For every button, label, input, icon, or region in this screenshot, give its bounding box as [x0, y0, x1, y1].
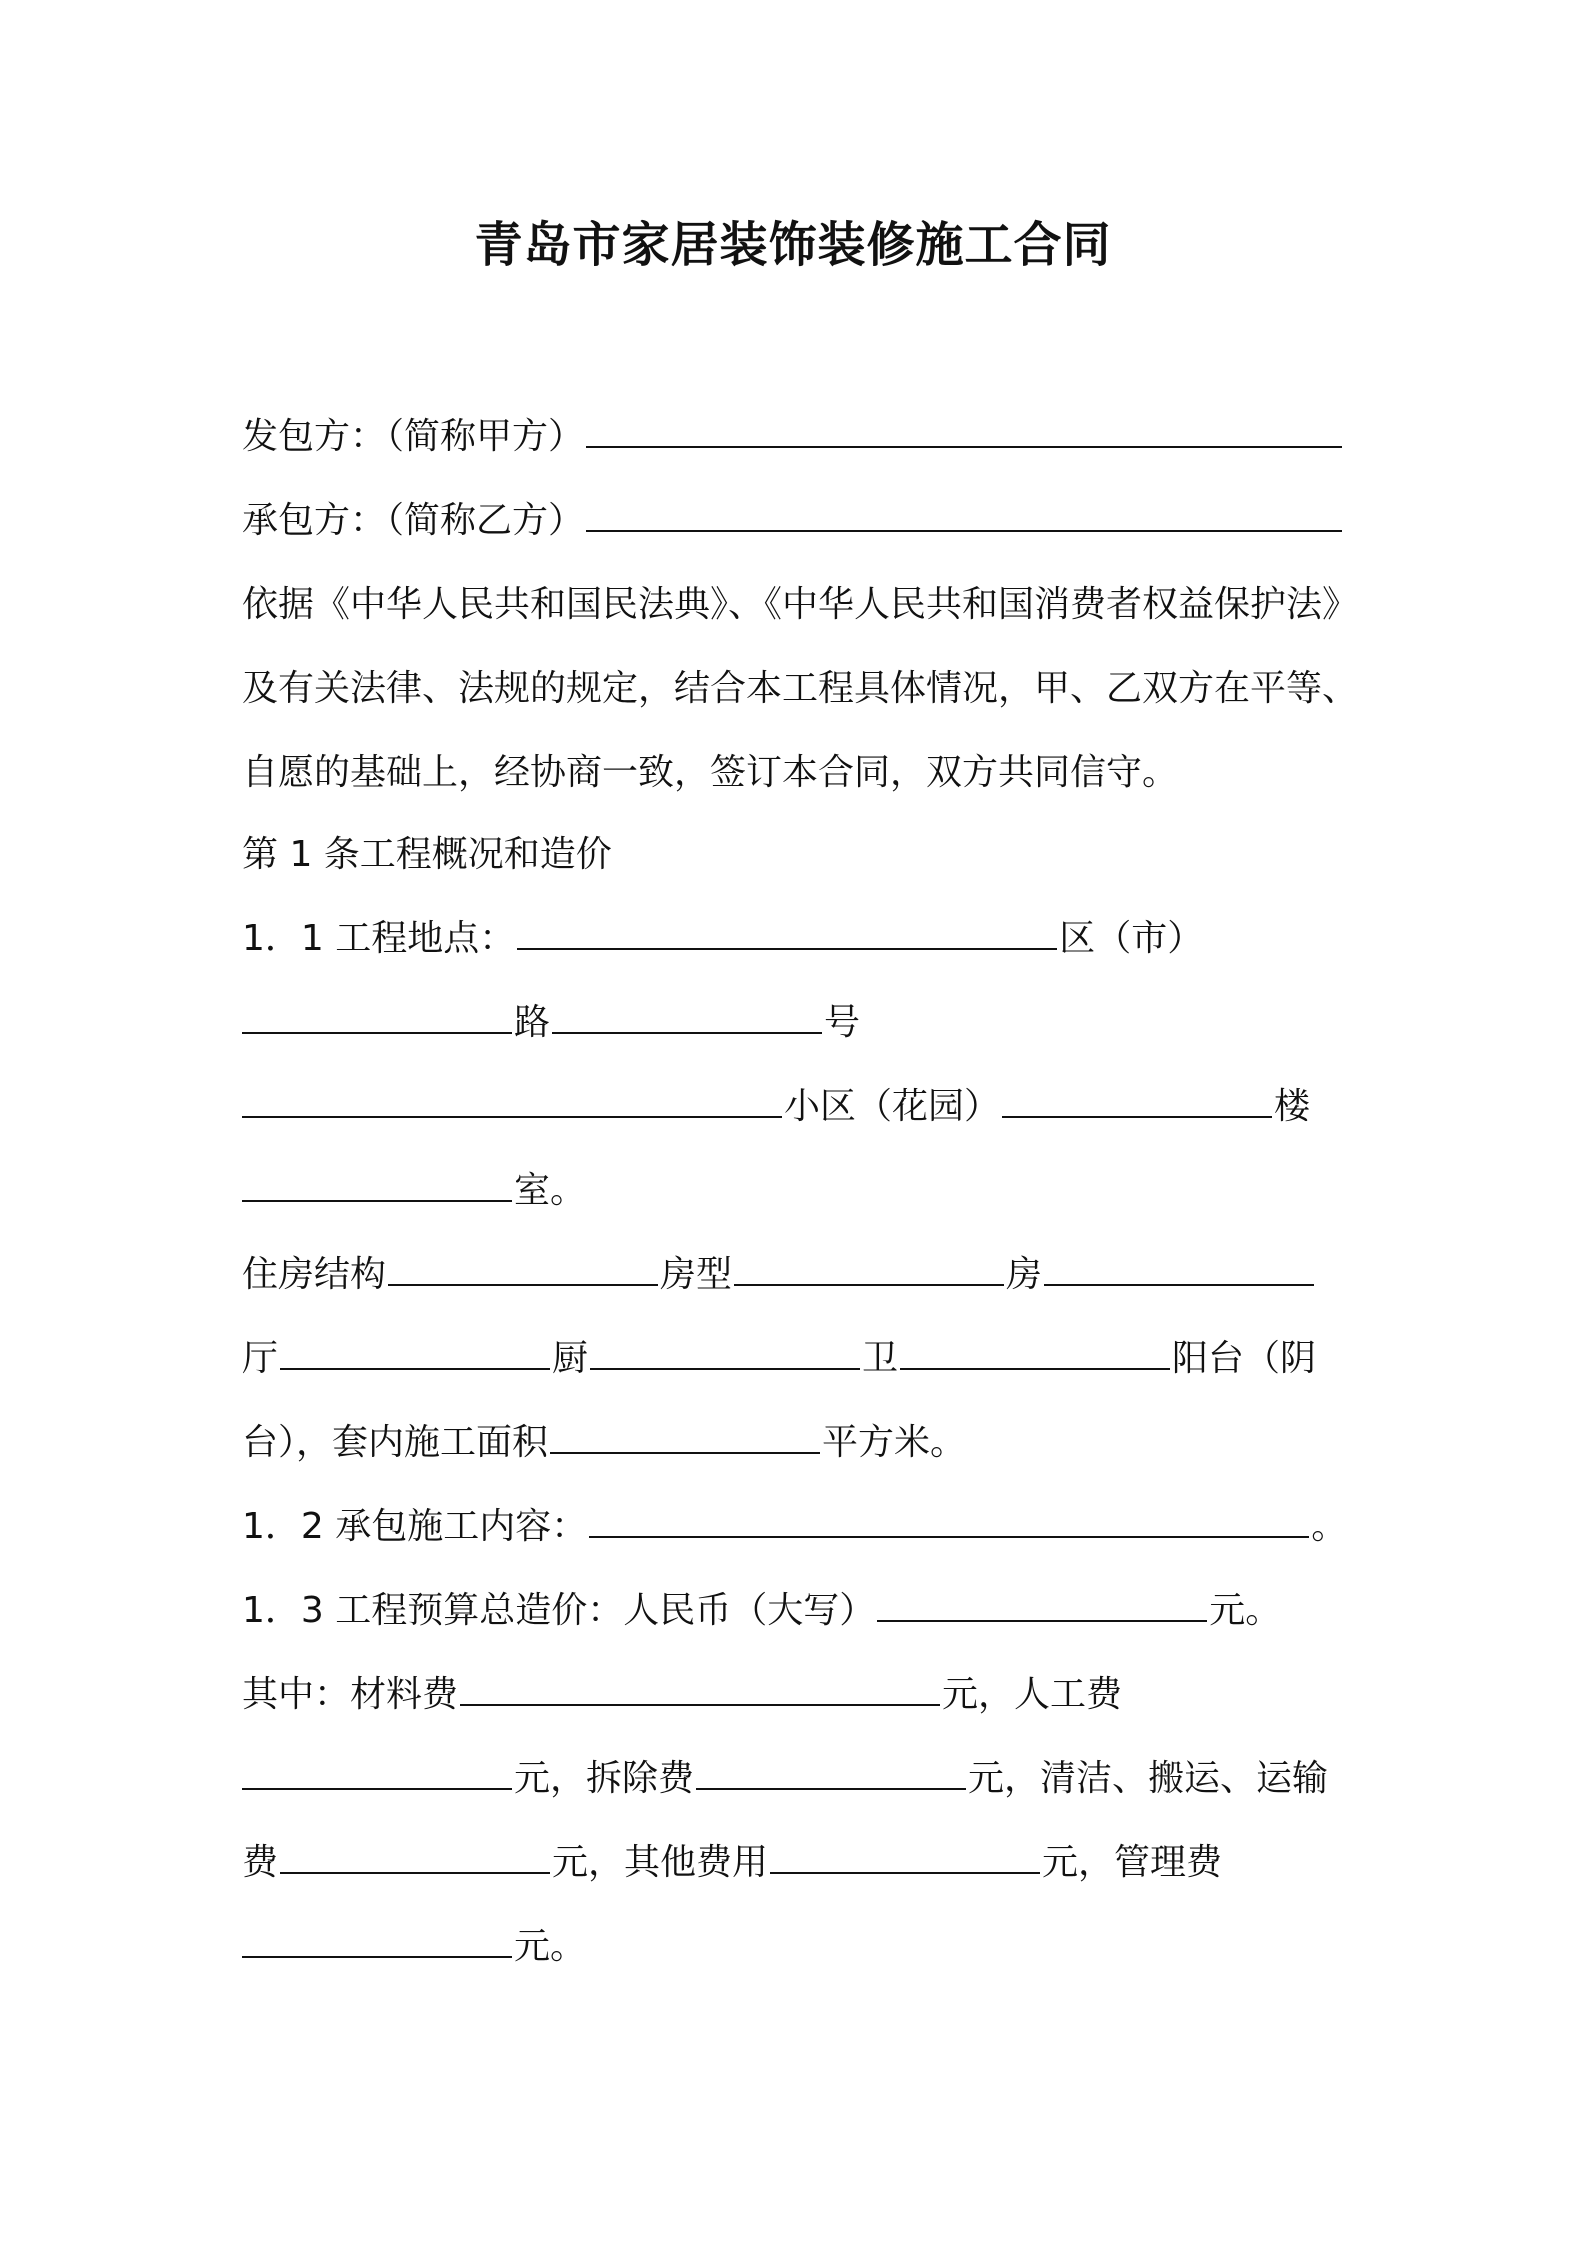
material-cost-blank[interactable] [460, 1674, 940, 1706]
structure-blank[interactable] [388, 1254, 658, 1286]
number-label: 号 [824, 1002, 861, 1043]
costs-line-1 [242, 1670, 1122, 1720]
housing-line-2 [242, 1334, 1316, 1384]
structure-label: 住房结构 [242, 1254, 387, 1295]
party-b-blank[interactable] [586, 500, 1342, 532]
item-1-1-label: 1．1 工程地点： [242, 918, 516, 959]
transport-end: 费 [242, 1842, 279, 1883]
housing-line-1 [242, 1250, 1316, 1300]
area-blank[interactable] [550, 1422, 820, 1454]
preamble-line-2: 及有关法律、法规的规定，结合本工程具体情况，甲、乙双方在平等、 [242, 668, 1359, 709]
kitchen-blank[interactable] [590, 1338, 860, 1370]
road-label: 路 [514, 1002, 551, 1043]
transport-cost-blank[interactable] [280, 1842, 550, 1874]
after-material: 元，人工费 [942, 1674, 1123, 1715]
other-cost-blank[interactable] [770, 1842, 1040, 1874]
preamble-line-1: 依据《中华人民共和国民法典》、《中华人民共和国消费者权益保护法》 [242, 584, 1359, 625]
balcony-label: 阳台（阴 [1172, 1338, 1317, 1379]
community-label: 小区（花园） [784, 1086, 1001, 1127]
item-1-1-line [242, 914, 1203, 964]
item-1-3-label: 1．3 工程预算总造价：人民币（大写） [242, 1590, 876, 1631]
item-1-3-line [242, 1586, 1281, 1636]
labor-cost-blank[interactable] [242, 1758, 512, 1790]
item-1-2-end: 。 [1311, 1506, 1348, 1547]
after-other: 元，管理费 [1042, 1842, 1223, 1883]
costs-line-2 [242, 1754, 1328, 1804]
road-line [242, 998, 860, 1048]
party-a-label: 发包方：（简称甲方） [242, 416, 585, 457]
item-1-2-label: 1．2 承包施工内容： [242, 1506, 588, 1547]
bath-blank[interactable] [900, 1338, 1170, 1370]
number-blank[interactable] [552, 1002, 822, 1034]
halls-blank[interactable] [280, 1338, 550, 1370]
building-label: 楼 [1274, 1086, 1311, 1127]
costs-final: 元。 [514, 1926, 587, 1967]
road-blank[interactable] [242, 1002, 512, 1034]
after-labor: 元，拆除费 [514, 1758, 695, 1799]
district-label: 区（市） [1059, 918, 1204, 959]
party-b-line [242, 496, 1344, 546]
item-1-2-line [242, 1502, 1347, 1552]
article-1-title: 第 1 条工程概况和造价 [242, 834, 612, 875]
rooms-label: 房 [1006, 1254, 1043, 1295]
housing-line-3 [242, 1418, 966, 1468]
room-line [242, 1166, 586, 1216]
district-blank[interactable] [517, 918, 1057, 950]
building-blank[interactable] [1002, 1086, 1272, 1118]
after-demolition: 元，清洁、搬运、运输 [968, 1758, 1329, 1799]
management-cost-blank[interactable] [242, 1926, 512, 1958]
costs-line-4 [242, 1922, 586, 1972]
costs-line-3 [242, 1838, 1222, 1888]
bath-label: 卫 [862, 1338, 899, 1379]
type-blank[interactable] [734, 1254, 1004, 1286]
room-label: 室。 [514, 1170, 587, 1211]
page-title: 青岛市家居装饰装修施工合同 [474, 217, 1112, 273]
preamble-line-3: 自愿的基础上，经协商一致，签订本合同，双方共同信守。 [242, 752, 1179, 793]
party-a-blank[interactable] [586, 416, 1342, 448]
kitchen-label: 厨 [552, 1338, 589, 1379]
total-price-blank[interactable] [877, 1590, 1207, 1622]
community-line [242, 1082, 1310, 1132]
after-transport: 元，其他费用 [552, 1842, 769, 1883]
party-a-line [242, 412, 1344, 462]
rooms-blank[interactable] [1044, 1254, 1314, 1286]
demolition-cost-blank[interactable] [696, 1758, 966, 1790]
area-unit: 平方米。 [822, 1422, 967, 1463]
area-label: 台），套内施工面积 [242, 1422, 549, 1463]
room-blank[interactable] [242, 1170, 512, 1202]
type-label: 房型 [660, 1254, 733, 1295]
halls-label: 厅 [242, 1338, 279, 1379]
party-b-label: 承包方：（简称乙方） [242, 500, 585, 541]
community-blank[interactable] [242, 1086, 782, 1118]
costs-prefix: 其中：材料费 [242, 1674, 459, 1715]
construction-content-blank[interactable] [589, 1506, 1309, 1538]
item-1-3-unit: 元。 [1209, 1590, 1282, 1631]
